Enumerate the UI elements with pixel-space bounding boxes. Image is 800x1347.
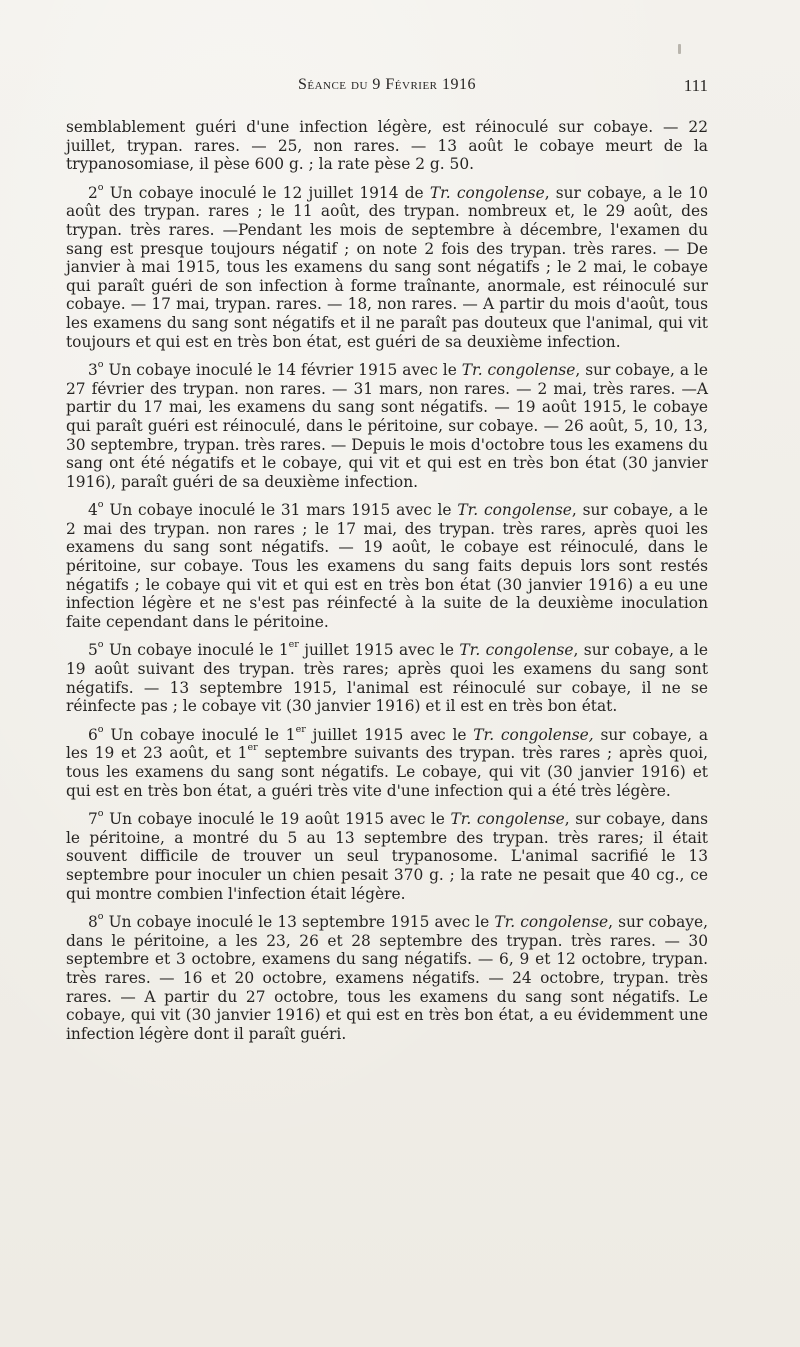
text-run: 3	[88, 361, 98, 380]
text-run: , sur cobaye, a le 2 mai des trypan. non rares ; le 17 mai, des trypan. très rares, après quoi les examens du sang sont négatifs. — 19 août, le cobaye est réinoculé, dans le péritoine, sur cobaye. Tous les examens du sang faits depuis lors sont restés négatifs ; le cobaye qui vit et qui est en très bon état (30 janvier 1916) a eu une infection légère et ne s'est pas réinfecté à la suite de la deuxième inoculation faite cependant dans le péritoine.	[66, 501, 708, 631]
text-run: Un cobaye inoculé le 12 juillet 1914 de	[103, 183, 430, 202]
text-run: semblablement guéri d'une infection légère, est réinoculé sur cobaye. — 22 juillet, trypan. rares. — 25, non rares. — 13 août le cobaye meurt de la trypanosomiase, il pèse 600 g. ; la rate pèse 2 g. 50.	[66, 118, 708, 174]
species-name: Tr. congolense	[494, 913, 609, 932]
text-run: 6	[88, 725, 98, 744]
text-run: , sur cobaye, dans le péritoine, a montré du 5 au 13 septembre des trypan. très rares; il était souvent difficile de trouver un seul trypanosome. L'animal sacrifié le 13 septembre pour inoculer un chien pesait 370 g. ; la rate ne pesait que 40 cg., ce qui montre combien l'infection était légère.	[66, 810, 708, 903]
species-name: Tr. congolense	[429, 183, 545, 202]
paragraph-continuation	[66, 118, 708, 174]
text-run: , sur cobaye, a le 19 août suivant des trypan. très rares; après quoi les examens du sang sont négatifs. — 13 septembre 1915, l'animal est réinoculé sur cobaye, il ne se réinfecte pas ; le cobaye vit (30 janvier 1916) et il est en très bon état.	[66, 641, 708, 716]
text-run: Un cobaye inoculé le 31 mars 1915 avec le	[103, 501, 458, 520]
text-run: septembre suivants des trypan. très rares ; après quoi, tous les examens du sang sont négatifs. Le cobaye, qui vit (30 janvier 1916) et qui est en très bon état, a guéri très vite d'une infection qui a été très légère.	[66, 744, 708, 800]
text-run: Un cobaye inoculé le 19 août 1915 avec le	[103, 810, 451, 829]
text-run: Un cobaye inoculé le 14 février 1915 avec le	[103, 361, 462, 380]
text-run: , sur cobaye, a le 10 août des trypan. rares ; le 11 août, des trypan. nombreux et, le 29 août, des trypan. très rares. —Pendant les mois de septembre à décembre, l'examen du sang est presque toujours négatif ; on note 2 fois des trypan. très rares. — De janvier à mai 1915, tous les examens du sang sont négatifs ; le 2 mai, le cobaye qui paraît guéri de son infection à forme traînante, anormale, est réinoculé sur cobaye. — 17 mai, trypan. rares. — 18, non rares. — A partir du mois d'août, tous les examens du sang sont négatifs et il ne paraît pas douteux que l'animal, qui vit toujours et qui est en très bon état, est guéri de sa deuxième infection.	[66, 183, 708, 351]
species-name: Tr. congolense,	[473, 725, 594, 744]
paper-speck	[678, 44, 681, 54]
text-run: Un cobaye inoculé le 1	[103, 725, 296, 744]
ordinal-suffix: o	[97, 808, 104, 820]
paragraph-case-5	[66, 641, 708, 715]
ordinal-suffix: o	[97, 359, 104, 371]
species-name: Tr. congolense	[461, 361, 576, 380]
text-run: 5	[88, 641, 98, 660]
text-run: Un cobaye inoculé le 1	[103, 641, 289, 660]
text-run: sur cobaye, a les 19 et 23 août, et 1	[66, 725, 708, 763]
text-run: 7	[88, 810, 98, 829]
paragraph-case-4	[66, 501, 708, 631]
text-run: , sur cobaye, dans le péritoine, a les 23, 26 et 28 septembre des trypan. très rares. — 30 septembre et 3 octobre, examens du sang négatifs. — 6, 9 et 12 octobre, trypan. très rares. — 16 et 20 octobre, examens négatifs. — 24 octobre, trypan. très rares. — A partir du 27 octobre, tous les examens du sang sont négatifs. Le cobaye, qui vit (30 janvier 1916) et qui est en très bon état, a eu évidemment une infection légère dont il paraît guéri.	[66, 913, 708, 1043]
paragraph-case-3	[66, 361, 708, 491]
paragraph-case-2	[66, 181, 708, 351]
paragraph-case-6	[66, 723, 708, 800]
ordinal-suffix: o	[97, 181, 104, 193]
ordinal-suffix: er	[247, 742, 258, 754]
ordinal-suffix: o	[97, 911, 104, 923]
ordinal-suffix: o	[97, 639, 104, 651]
text-run: juillet 1915 avec le	[298, 641, 460, 660]
text-run: 8	[88, 913, 98, 932]
ordinal-suffix: o	[97, 723, 104, 735]
species-name: Tr. congolense	[450, 810, 565, 829]
species-name: Tr. congolense	[459, 641, 574, 660]
running-title: Séance du 9 Février 1916	[297, 76, 477, 93]
body-text	[66, 118, 708, 1053]
page-number: 111	[683, 76, 708, 95]
paragraph-case-8	[66, 913, 708, 1043]
text-run: , sur cobaye, a le 27 février des trypan. non rares. — 31 mars, non rares. — 2 mai, très rares. —A partir du 17 mai, les examens du sang sont négatifs. — 19 août 1915, le cobaye qui paraît guéri est réinoculé, dans le péritoine, sur cobaye. — 26 août, 5, 10, 13, 30 septembre, trypan. très rares. — Depuis le mois d'octobre tous les examens du sang ont été négatifs et le cobaye, qui vit et qui est en très bon état (30 janvier 1916), paraît guéri de sa deuxième infection.	[66, 361, 708, 491]
ordinal-suffix: er	[288, 639, 299, 651]
text-run: juillet 1915 avec le	[305, 725, 474, 744]
paragraph-case-7	[66, 810, 708, 903]
text-run: 4	[88, 501, 98, 520]
text-run: Un cobaye inoculé le 13 septembre 1915 avec le	[103, 913, 495, 932]
ordinal-suffix: o	[97, 499, 104, 511]
page-header	[66, 76, 708, 100]
text-run: 2	[88, 183, 98, 202]
ordinal-suffix: er	[295, 723, 306, 735]
species-name: Tr. congolense	[457, 501, 572, 520]
